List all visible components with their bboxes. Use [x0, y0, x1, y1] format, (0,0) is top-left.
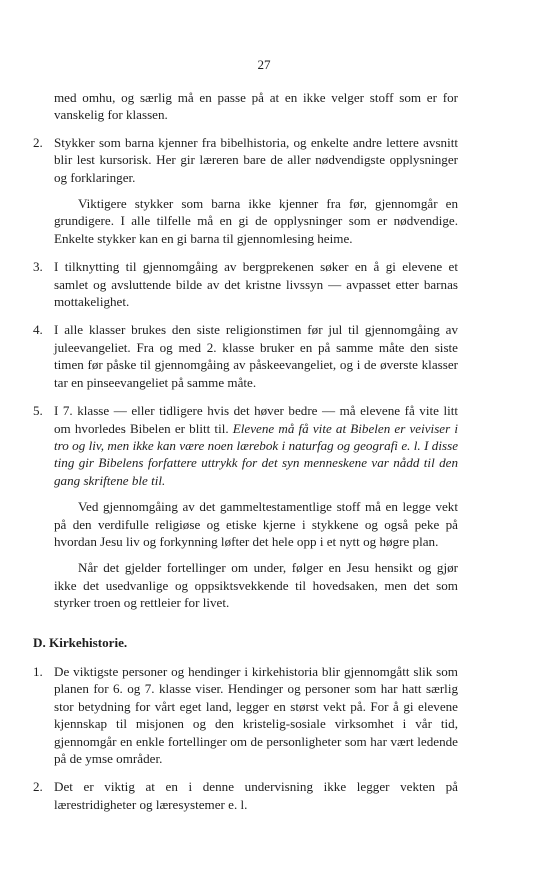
list-item-5: [33, 402, 458, 611]
intro-paragraph: med omhu, og særlig må en passe på at en ikke velger stoff som er for vanskelig for klassen.: [54, 90, 458, 123]
item-paragraph: Stykker som barna kjenner fra bibelhistoria, og enkelte andre lettere avsnitt blir lest kursorisk. Her gir læreren bare de aller nødvendigste opplysninger og forklaringer.: [54, 134, 458, 185]
item-number: 3.: [33, 259, 43, 275]
item-paragraph: Det er viktig at en i denne undervisning ikke legger vekten på lærestridigheter og læresystemer e. l.: [54, 779, 458, 812]
item-number: 2.: [33, 134, 43, 150]
page-number: 27: [257, 57, 271, 72]
item-number: 1.: [33, 663, 43, 679]
item-paragraph: Når det gjelder fortellinger om under, følger en Jesu hensikt og gjør ikke det usedvanlige og oppsiktsvekkende til hovedsaken, men det som styrker troen og rettleier for livet.: [54, 560, 458, 611]
item-paragraph: Viktigere stykker som barna ikke kjenner fra før, gjennomgår en grundigere. I alle tilfelle må en gi de opplysninger som er nødvendige. Enkelte stykker kan en gi barna til gjennomlesing heime.: [54, 196, 458, 246]
list-item-3: [33, 258, 458, 310]
list-item-2: [33, 134, 458, 247]
italic-text: Elevene må få vite at Bibelen er veiviser i tro og liv, men ikke kan være noen lærebok i naturfag og geografi e. l. I disse ting gir Bibelens forfattere uttrykk for det syn menneskene var nådd til den gang skriftene ble til.: [54, 420, 458, 488]
item-paragraph: I tilknytting til gjennomgåing av bergprekenen søker en å gi elevene et samlet og avsluttende bilde av det kristne livssyn — avpasset etter barnas mottakelighet.: [54, 259, 458, 310]
section-kirkehistorie: [33, 634, 458, 814]
item-paragraph: [54, 402, 458, 489]
item-paragraph: Ved gjennomgåing av det gammeltestamentlige stoff må en legge vekt på den verdifulle religiøse og etiske kjerne i stykkene og også peke på hvordan Jesu liv og forkynning løfter det hele opp i et nytt og høgre plan.: [54, 499, 458, 549]
item-number: 4.: [33, 322, 43, 338]
plain-text: I 7. klasse — eller tidligere hvis det høver bedre — må elevene få vite litt om hvorledes Bibelen er blitt til.: [54, 403, 458, 436]
list-item-4: [33, 321, 458, 391]
section-heading: D. Kirkehistorie.: [33, 634, 128, 650]
list-item-d2: [33, 778, 458, 813]
item-paragraph: I alle klasser brukes den siste religionstimen før jul til gjennomgåing av juleevangeliet. Fra og med 2. klasse bruker en på samme måte den siste timen før påske til gjennomgåing av påskeevangeliet, og i de øverste klasser tar en pinseevangeliet på samme måte.: [54, 322, 458, 390]
page-body: [33, 89, 458, 824]
item-paragraph: De viktigste personer og hendinger i kirkehistoria blir gjennomgått slik som planen for 6. og 7. klasse viser. Hendinger og personer som har hatt særlig stor betydning for vårt eget land, legger en størst vekt på. For å gi elevene kjennskap til misjonen og den kristelig-sosiale virksomhet i vår tid, gjennomgår en enkle fortellinger om de personligheter som har vært ledende på de ymse områder.: [54, 663, 458, 766]
item-number: 2.: [33, 779, 43, 795]
list-item-d1: [33, 663, 458, 767]
item-number: 5.: [33, 403, 43, 419]
